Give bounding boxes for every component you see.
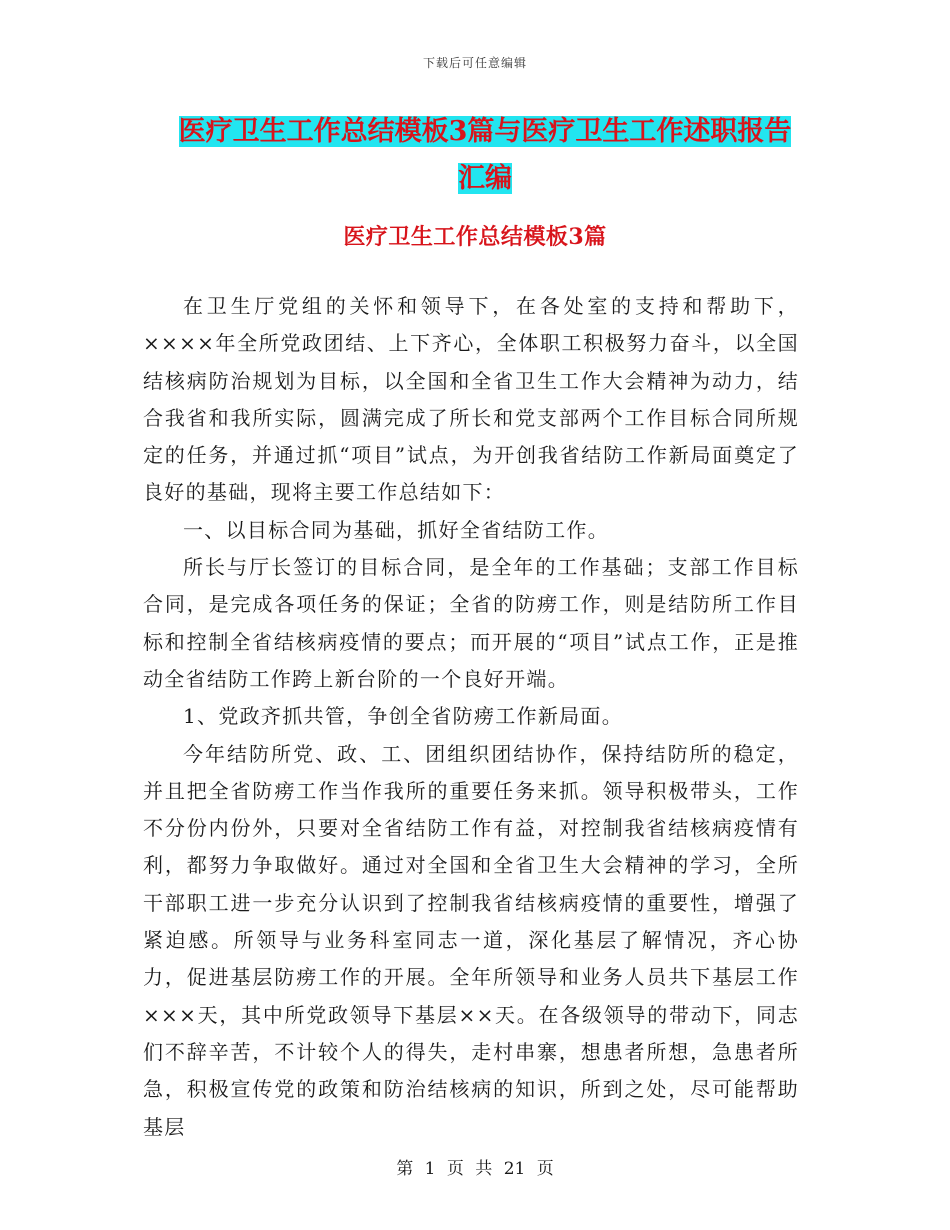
body-text	[143, 288, 799, 1146]
title-line-2: 汇编	[458, 163, 512, 194]
section-subtitle: 医疗卫生工作总结模板3篇	[343, 224, 607, 250]
paragraph: 所长与厅长签订的目标合同，是全年的工作基础；支部工作目标合同，是完成各项任务的保证；全省的防痨工作，则是结防所工作目标和控制全省结核病疫情的要点；而开展的“项目”试点工作，正是推动全省结防工作跨上新台阶的一个良好开端。	[143, 555, 799, 691]
paragraph: 1、党政齐抓共管，争创全省防痨工作新局面。	[183, 704, 624, 729]
paragraph: 今年结防所党、政、工、团组织团结协作，保持结防所的稳定，并且把全省防痨工作当作我所的重要任务来抓。领导积极带头，工作不分份内份外，只要对全省结防工作有益，对控制我省结核病疫情有利，都努力争取做好。通过对全国和全省卫生大会精神的学习，全所干部职工进一步充分认识到了控制我省结核病疫情的重要性，增强了紧迫感。所领导与业务科室同志一道，深化基层了解情况，齐心协力，促进基层防痨工作的开展。全年所领导和业务人员共下基层工作×××天，其中所党政领导下基层××天。在各级领导的带动下，同志们不辞辛苦，不计较个人的得失，走村串寨，想患者所想，急患者所急，积极宣传党的政策和防治结核病的知识，所到之处，尽可能帮助基层	[143, 741, 799, 1139]
header-note: 下载后可任意编辑	[422, 56, 527, 70]
title-line-1: 医疗卫生工作总结模板3篇与医疗卫生工作述职报告	[178, 116, 792, 147]
document-title	[140, 108, 830, 202]
paragraph: 在卫生厅党组的关怀和领导下，在各处室的支持和帮助下，××××年全所党政团结、上下齐心，全体职工积极努力奋斗，以全国结核病防治规划为目标，以全国和全省卫生工作大会精神为动力，结合我省和我所实际，圆满完成了所长和党支部两个工作目标合同所规定的任务，并通过抓“项目”试点，为开创我省结防工作新局面奠定了良好的基础，现将主要工作总结如下：	[143, 294, 799, 505]
page-number-footer: 第 1 页 共 21 页	[396, 1159, 554, 1179]
paragraph: 一、以目标合同为基础，抓好全省结防工作。	[183, 517, 609, 542]
